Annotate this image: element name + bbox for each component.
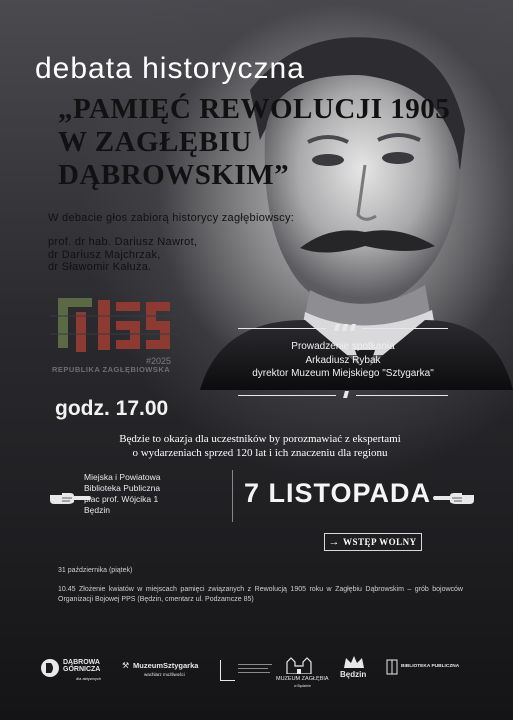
biblioteka-line-1: BIBLIOTEKA PUBLICZNA xyxy=(401,664,460,669)
moderator-info xyxy=(238,340,448,381)
event-title-line-2: W ZAGŁĘBIU DĄBROWSKIM” xyxy=(58,126,290,191)
event-title xyxy=(58,93,478,192)
pointing-hand-left-icon xyxy=(432,490,476,506)
sztygarka-line-1: MuzeumSztygarka xyxy=(133,661,199,670)
logo-year: #2025 xyxy=(146,356,172,366)
castle-icon xyxy=(284,656,314,674)
event-date: 7 LISTOPADA xyxy=(244,478,432,508)
dabrowa-emblem-icon xyxy=(40,658,60,678)
logo-caption: REPUBLIKA ZAGŁĘBIOWSKA xyxy=(52,365,171,374)
divider-top-left xyxy=(238,328,326,329)
speakers-intro: W debacie głos zabiorą historycy zagłębiowscy: xyxy=(48,212,295,224)
republika-zaglebiowska-logo xyxy=(50,292,180,374)
event-occasion xyxy=(60,433,460,460)
event-title-line-1: „PAMIĘĆ REWOLUCJI 1905 xyxy=(58,93,451,125)
moderator-role: dyrektor Muzeum Miejskiego "Sztygarka" xyxy=(252,368,434,379)
sztygarka-icon: ⚒ xyxy=(122,661,130,670)
speaker-3: dr Sławomir Kałuża. xyxy=(48,261,152,273)
dabrowa-line-1: DĄBROWA xyxy=(63,659,100,666)
occasion-line-2: o wydarzeniach sprzed 120 lat i ich znaczeniu dla regionu xyxy=(132,446,388,459)
partner-logos xyxy=(0,650,513,690)
divider-bottom-right xyxy=(356,395,448,396)
speaker-2: dr Dariusz Majchrzak, xyxy=(48,248,161,261)
zaglebia-line-2: w Będzinie xyxy=(294,684,311,688)
program-date: 31 października (piątek) xyxy=(58,567,133,574)
program-description: 10.45 Złożenie kwiatów w miejscach pamięci związanych z Rewolucją 1905 roku w Zagłębiu Dąbrowskim – grób bojowców Organizacji Bojowej PPS (Będzin, cmentarz ul. Podzamcze 85) xyxy=(58,586,463,603)
dabrowa-line-2: GÓRNICZA xyxy=(63,666,101,673)
event-time: godz. 17.00 xyxy=(55,397,169,420)
bedzin-line-1: Będzin xyxy=(340,670,367,679)
dabrowa-line-3: dla aktywnych xyxy=(76,676,102,681)
divider-top-right xyxy=(362,328,448,329)
occasion-line-1: Będzie to okazja dla uczestników by porozmawiać z ekspertami xyxy=(119,433,401,445)
venue-address xyxy=(84,472,161,516)
arrow-right-icon: → xyxy=(328,536,340,548)
event-kicker: debata historyczna xyxy=(35,52,305,85)
bedzin-crown-icon xyxy=(342,654,366,670)
venue-line-1: Miejska i Powiatowa xyxy=(84,472,161,482)
venue-line-2: Biblioteka Publiczna xyxy=(84,483,161,493)
venue-line-4: Będzin xyxy=(84,505,110,515)
zaglebia-line-1: MUZEUM ZAGŁĘBIA xyxy=(276,676,329,682)
speaker-1: prof. dr hab. Dariusz Nawrot, xyxy=(48,236,198,248)
sztygarka-line-2: wachlarz możliwości xyxy=(144,672,185,677)
divider-bottom-left xyxy=(238,395,336,396)
ornament-bottom xyxy=(343,391,349,398)
book-icon xyxy=(386,658,398,676)
free-entry-label: WSTĘP WOLNY xyxy=(343,537,417,547)
moderator-name: Arkadiusz Rybak xyxy=(305,354,381,366)
venue-line-3: plac prof. Wójcika 1 xyxy=(84,494,159,504)
moderator-heading: Prowadzenie spotkania xyxy=(291,341,395,352)
speakers-list xyxy=(48,236,197,274)
free-entry-badge xyxy=(324,533,422,551)
